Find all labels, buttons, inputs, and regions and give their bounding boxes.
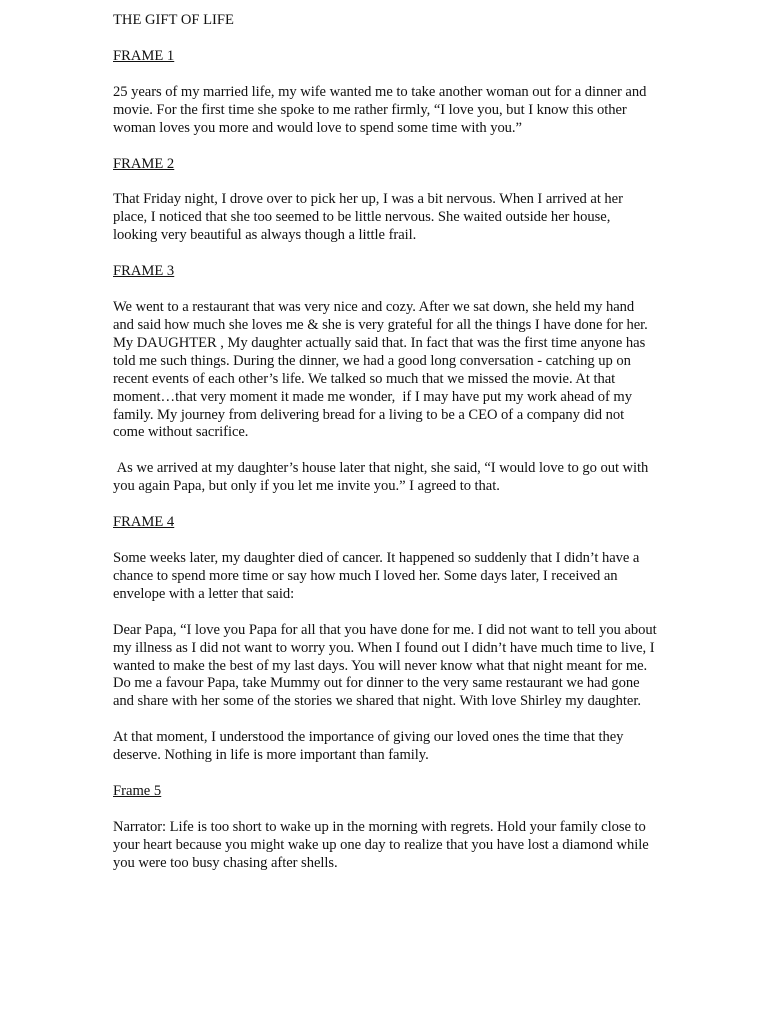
frame-5-paragraph-1: Narrator: Life is too short to wake up in the morning with regrets. Hold your family close to your heart because you might wake up one day to realize that you have lost a diamond while you were too busy chasing after shells. (113, 819, 653, 871)
frame-3-section (113, 263, 658, 496)
frame-4-section (113, 514, 661, 765)
frame-2-heading: FRAME 2 (113, 155, 175, 172)
frame-1-paragraph-1: 25 years of my married life, my wife wanted me to take another woman out for a dinner and movie. For the first time she spoke to me rather firmly, “I love you, but I know this other woman loves you more and would love to spend some time with you.” (113, 83, 650, 136)
frame-3-paragraph-1: We went to a restaurant that was very nice and cozy. After we sat down, she held my hand and said how much she loves me & she is very grateful for all the things I have done for her. My DAUGHTER , My daughter actually said that. In fact that was the first time anyone has told me such things. During the dinner, we had a good long conversation - catching up on recent events of each other’s life. We talked so much that we missed the movie. At that moment…that very moment it made me wonder, if I may have put my work ahead of my family. My journey from delivering bread for a living to be a CEO of a company did not come without sacrifice. (113, 299, 652, 441)
frame-4-paragraph-3: At that moment, I understood the importance of giving our loved ones the time that they deserve. Nothing in life is more important than family. (113, 729, 627, 764)
frame-3-paragraph-2: As we arrived at my daughter’s house later that night, she said, “I would love to go out with you again Papa, but only if you let me invite you.” I agreed to that. (113, 460, 652, 495)
frame-4-heading: FRAME 4 (113, 514, 175, 531)
frame-2-paragraph-1: That Friday night, I drove over to pick her up, I was a bit nervous. When I arrived at her place, I noticed that she too seemed to be little nervous. She waited outside her house, looking very beautiful as always though a little frail. (113, 191, 627, 244)
document-body (113, 12, 661, 891)
frame-4-letter-paragraph: Dear Papa, “I love you Papa for all that you have done for me. I did not want to tell you about my illness as I did not want to worry you. When I found out I didn’t have much time to live, I wanted to make the best of my last days. You will never know what that night meant for me. Do me a favour Papa, take Mummy out for dinner to the very same restaurant we had gone and share with her some of the stories we shared that night. With love Shirley my daughter. (113, 621, 661, 710)
frame-5-heading: Frame 5 (113, 783, 162, 800)
frame-4-paragraph-1: Some weeks later, my daughter died of cancer. It happened so suddenly that I didn’t have a chance to spend more time or say how much I loved her. Some days later, I received an envelope with a letter that said: (113, 550, 643, 602)
frame-1-section (113, 48, 658, 138)
document-title: THE GIFT OF LIFE (113, 12, 234, 28)
frame-3-heading: FRAME 3 (113, 263, 175, 280)
frame-2-section (113, 156, 658, 246)
frame-5-section (113, 783, 658, 873)
frame-1-heading: FRAME 1 (113, 47, 175, 64)
